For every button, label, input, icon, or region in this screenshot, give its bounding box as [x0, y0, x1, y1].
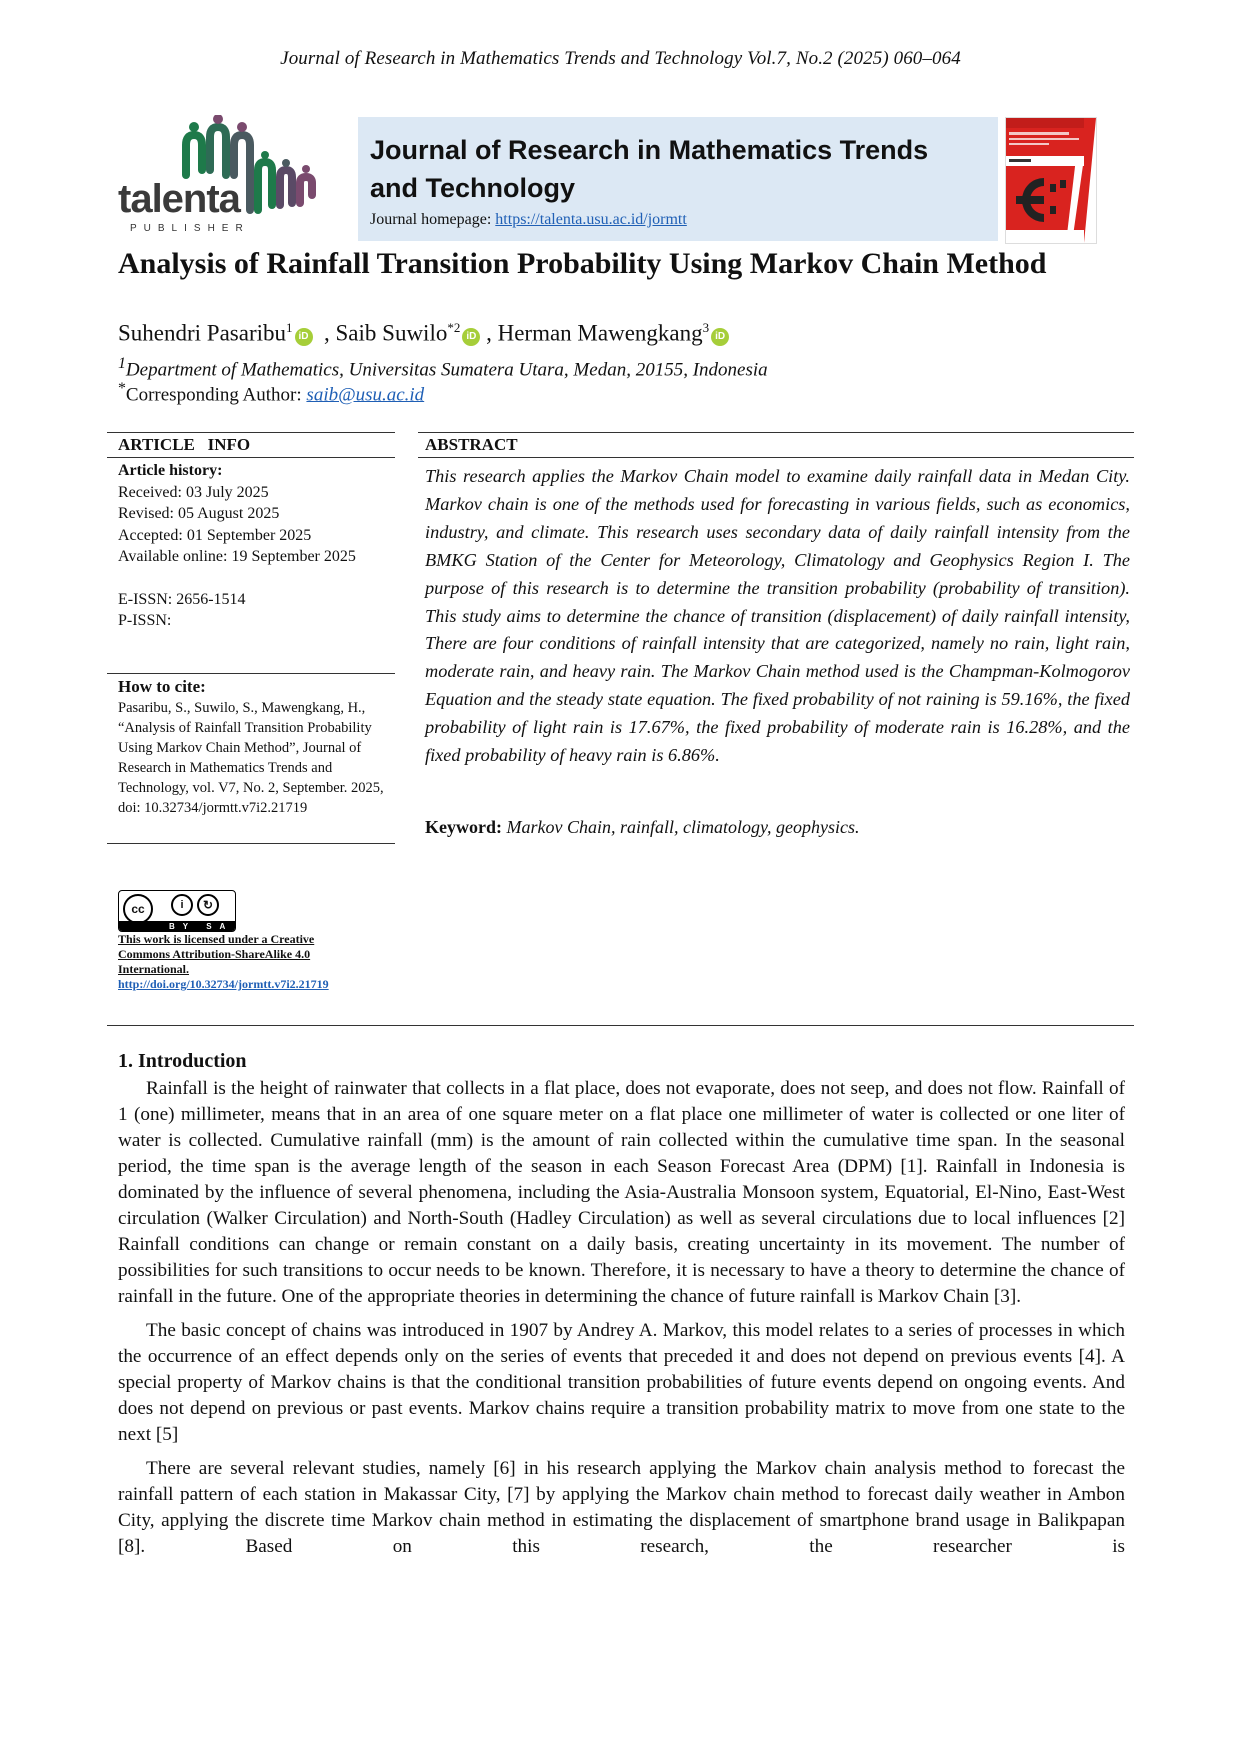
doi-link[interactable]: http://doi.org/10.32734/jormtt.v7i2.21719 — [118, 977, 329, 991]
divider — [418, 457, 1134, 458]
author-name: Saib Suwilo — [335, 320, 448, 346]
cc-badge-label: BY SA — [169, 922, 234, 931]
corresponding-author: *Corresponding Author: saib@usu.ac.id — [118, 380, 425, 406]
abstract-text: This research applies the Markov Chain model to examine daily rainfall data in Medan City. Markov chain is one of the methods used for forecasting in various fields, such as economics, industry, and climate. This research uses secondary data of daily rainfall intensity from the BMKG Station of the Center for Meteorology, Climatology and Geophysics Region I. The purpose of this research is to determine the transition probability (probability of transition). This study aims to determine the chance of transition (displacement) of daily rainfall intensity, There are four conditions of rainfall intensity that are categorized, namely no rain, light rain, moderate rain, and heavy rain. The Markov Chain method used is the Champman-Kolmogorov Equation and the steady state equation. The fixed probability of not raining is 59.16%, the fixed probability of light rain is 17.67%, the fixed probability of moderate rain is 16.28%, and the fixed probability of heavy rain is 6.86%. — [425, 466, 1130, 766]
how-to-cite — [118, 676, 393, 818]
homepage-link[interactable]: https://talenta.usu.ac.id/jormtt — [495, 211, 687, 228]
homepage-label: Journal homepage: — [370, 211, 496, 228]
accepted-date: Accepted: 01 September 2025 — [118, 526, 312, 544]
divider — [107, 457, 395, 458]
talenta-publisher-logo — [118, 115, 338, 243]
available-online-date: Available online: 19 September 2025 — [118, 548, 356, 565]
divider — [107, 432, 395, 433]
citation-text: Pasaribu, S., Suwilo, S., Mawengkang, H., “Analysis of Rainfall Transition Probability Using Markov Chain Method”, Journal of Research in Mathematics Trends and Technology, vol. V7, No. 2, September. 2025, doi: 10.32734/jormtt.v7i2.21719 — [118, 699, 384, 816]
orcid-icon[interactable]: iD — [462, 328, 480, 346]
paper-title: Analysis of Rainfall Transition Probability Using Markov Chain Method — [118, 247, 1047, 280]
corresponding-email-link[interactable]: saib@usu.ac.id — [306, 384, 425, 406]
cover-art-icon — [1006, 118, 1096, 243]
logo-subtitle: PUBLISHER — [130, 223, 250, 234]
paragraph: The basic concept of chains was introduced in 1907 by Andrey A. Markov, this model relates to a series of processes in which the occurrence of an effect depends only on the series of events that preceded it and does not depend on previous events [4]. A special property of Markov chains is that the conditional transition probabilities of future events depend on ongoing events. And does not depend on previous or past events. Markov chains require a transition probability matrix to move from one state to the next [5] — [118, 1320, 1125, 1445]
license-text — [118, 932, 368, 992]
running-head: Journal of Research in Mathematics Trends and Technology Vol.7, No.2 (2025) 060–064 — [280, 48, 961, 69]
received-date: Received: 03 July 2025 — [118, 483, 269, 501]
article-history-label: Article history: — [118, 462, 223, 479]
author-name: Suhendri Pasaribu — [118, 320, 287, 346]
journal-banner — [358, 117, 998, 241]
cc-by-sa-badge[interactable] — [118, 890, 236, 932]
paragraph: There are several relevant studies, namely [6] in his research applying the Markov chain analysis method to forecast the rainfall pattern of each station in Makassar City, [7] by applying the Markov chain method to forecast daily weather in Ambon City, applying the discrete time Markov chain method in estimating the displacement of smartphone brand usage in Balikpapan [8]. Based on this research, the researcher is — [118, 1458, 1125, 1557]
divider — [107, 843, 395, 844]
divider — [107, 673, 395, 674]
keyword-label: Keyword: — [425, 817, 507, 837]
attribution-icon: i — [171, 894, 193, 916]
divider — [107, 1025, 1134, 1026]
journal-homepage — [370, 211, 687, 229]
keyword-list: Markov Chain, rainfall, climatology, geophysics. — [506, 817, 860, 837]
how-to-cite-label: How to cite: — [118, 677, 206, 696]
affiliation: $^1$Department of Mathematics, Universitas Sumatera Utara, Medan, 20155, Indonesia — [118, 355, 768, 381]
orcid-icon[interactable]: iD — [711, 328, 729, 346]
eissn: E-ISSN: 2656-1514 — [118, 590, 246, 608]
cc-icon: cc — [123, 894, 153, 924]
author-name: Herman Mawengkang — [497, 320, 703, 346]
section-heading-introduction: 1. Introduction — [118, 1050, 247, 1072]
body-text — [118, 1076, 1125, 1560]
sharealike-icon: ↻ — [197, 894, 219, 916]
keywords — [425, 817, 859, 838]
logo-wordmark: talenta — [118, 177, 240, 221]
author-list: Suhendri Pasaribu$^1$iD , Saib Suwilo$^{*2}$iD , Herman Mawengkang$^3$iD — [118, 320, 729, 347]
article-history — [118, 460, 393, 632]
abstract-heading: ABSTRACT — [425, 435, 518, 454]
journal-cover-image — [1005, 117, 1097, 244]
paragraph: Rainfall is the height of rainwater that collects in a flat place, does not evaporate, does not seep, and does not flow. Rainfall of 1 (one) millimeter, means that in an area of one square meter on a flat place one millimeter of water is collected or one liter of water is collected. Cumulative rainfall (mm) is the amount of rain collected within the cumulative time span. In the seasonal period, the time span is the average length of the season in each Season Forecast Area (DPM) [1]. Rainfall in Indonesia is dominated by the influence of several phenomena, including the Asia-Australia Monsoon system, Equatorial, El-Nino, East-West circulation (Walker Circulation) and North-South (Hadley Circulation) as well as several circulations due to local influences [2] Rainfall conditions can change or remain constant on a daily basis, creating uncertainty in its movement. The number of possibilities for such transitions to occur needs to be known. Therefore, it is necessary to have a theory to determine the chance of rainfall in the future. One of the appropriate theories in determining the chance of future rainfall is Markov Chain [3]. — [118, 1078, 1125, 1307]
pissn: P-ISSN: — [118, 612, 172, 629]
orcid-icon[interactable]: iD — [295, 328, 313, 346]
revised-date: Revised: 05 August 2025 — [118, 505, 280, 522]
article-info-heading: ARTICLE INFO — [118, 435, 251, 454]
license-link[interactable]: This work is licensed under a Creative Commons Attribution-ShareAlike 4.0 International. — [118, 932, 315, 976]
divider — [418, 432, 1134, 433]
journal-title: Journal of Research in Mathematics Trends and Technology — [370, 135, 929, 203]
